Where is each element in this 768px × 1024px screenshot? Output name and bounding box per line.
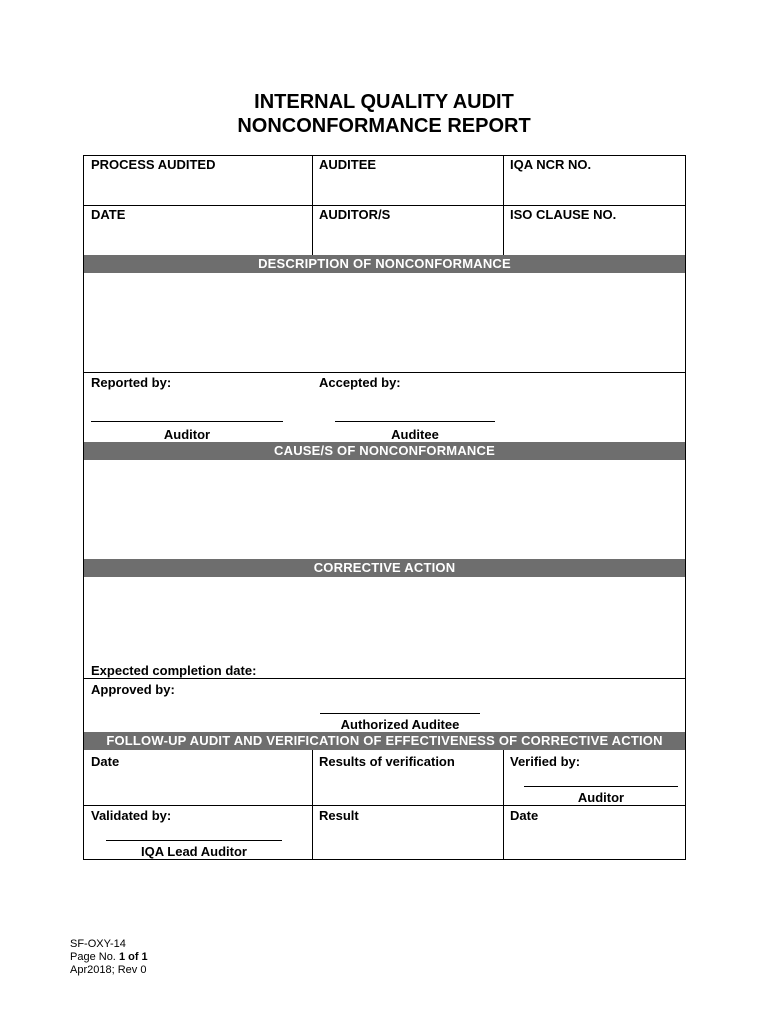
iso-clause-no-label: ISO CLAUSE NO. (510, 207, 617, 222)
validated-by-label: Validated by: (91, 808, 172, 823)
page-prefix: Page No. (70, 951, 116, 963)
page-value: 1 of 1 (118, 951, 148, 963)
auditee-signature-line (335, 421, 495, 422)
authorized-auditee-signature-line (320, 713, 480, 714)
form-code: SF-OXY-14 (70, 938, 126, 950)
causes-section-header: CAUSE/S OF NONCONFORMANCE (84, 442, 685, 460)
follow-up-section-header: FOLLOW-UP AUDIT AND VERIFICATION OF EFFECTIVENESS OF CORRECTIVE ACTION (84, 732, 685, 750)
lead-auditor-signature-line (106, 840, 282, 841)
expected-completion-label: Expected completion date: (91, 663, 257, 678)
revision-info: Apr2018; Rev 0 (70, 964, 147, 976)
accepted-by-label: Accepted by: (319, 375, 401, 390)
auditor-signature-line (91, 421, 283, 422)
verifier-caption: Auditor (577, 790, 625, 805)
auditee-caption: Auditee (391, 427, 439, 442)
page-number (70, 951, 148, 964)
lead-auditor-caption: IQA Lead Auditor (141, 844, 247, 859)
verified-by-label: Verified by: (510, 754, 581, 769)
corrective-separator (84, 678, 685, 679)
corrective-action-section-header: CORRECTIVE ACTION (84, 559, 685, 577)
auditee-label: AUDITEE (319, 157, 377, 172)
iqa-ncr-no-label: IQA NCR NO. (510, 157, 592, 172)
description-section-header: DESCRIPTION OF NONCONFORMANCE (84, 255, 685, 273)
header-row-separator (84, 205, 685, 206)
authorized-auditee-caption: Authorized Auditee (340, 717, 460, 732)
auditors-label: AUDITOR/S (319, 207, 391, 222)
reported-by-label: Reported by: (91, 375, 172, 390)
results-of-verification-label: Results of verification (319, 754, 455, 769)
follow-up-date-2-label: Date (510, 808, 539, 823)
approved-by-label: Approved by: (91, 682, 175, 697)
nonconformance-form (83, 155, 686, 860)
description-separator (84, 372, 685, 373)
form-title-line-2: NONCONFORMANCE REPORT (237, 115, 531, 137)
follow-up-row-separator (84, 805, 685, 806)
date-label: DATE (91, 207, 126, 222)
follow-up-date-label: Date (91, 754, 120, 769)
form-title-line-1: INTERNAL QUALITY AUDIT (254, 91, 514, 113)
process-audited-label: PROCESS AUDITED (91, 157, 216, 172)
result-label: Result (319, 808, 359, 823)
verifier-signature-line (524, 786, 678, 787)
auditor-caption: Auditor (163, 427, 211, 442)
